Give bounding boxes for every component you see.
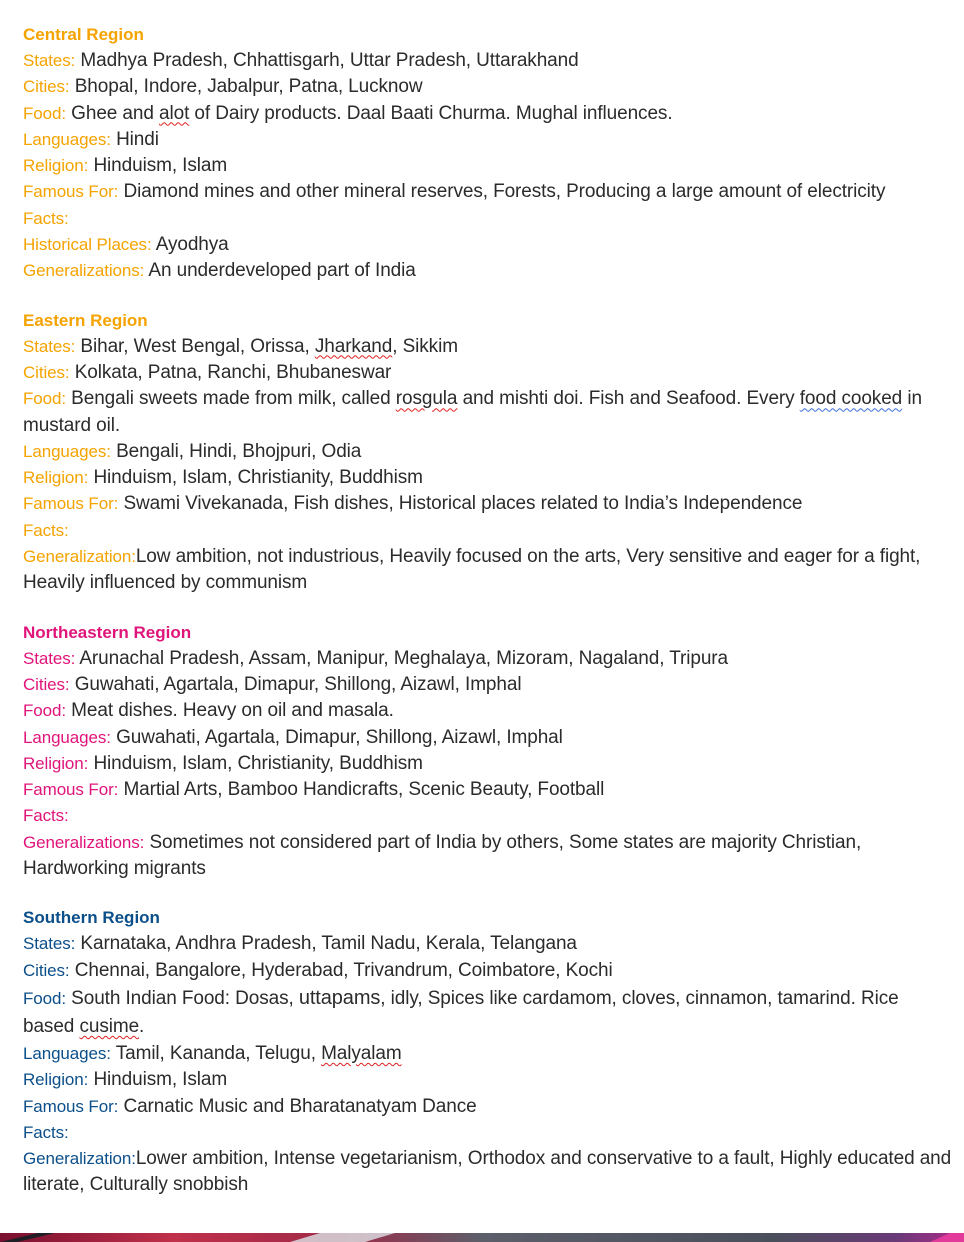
historical-places-row [23,232,953,258]
field-value: Ayodhya [155,234,229,256]
field-value: Low ambition, not industrious, Heavily focused on the arts, Very sensitive and eager for a fight, Heavily influenced by communism [23,546,921,594]
text-segment: and mishti doi. Fish and Seafood. Every [457,388,800,410]
cities-row [23,360,953,386]
decorative-footer-band [0,1233,964,1242]
religion-row [23,465,953,491]
field-label: Facts: [23,1122,69,1142]
states-row [23,931,953,957]
generalization-row [23,544,953,597]
field-label: Food: [23,389,66,409]
field-value: Hinduism, Islam [93,155,228,177]
text-segment: uttapams [298,986,381,1009]
section-title: Southern Region [23,908,160,928]
section-title: Eastern Region [23,310,148,330]
field-label: Generalizations: [23,832,145,852]
text-segment: Ghee and [71,102,160,124]
field-label: States: [23,51,76,70]
misspelled-word[interactable]: rosgula [395,388,458,410]
facts-row [23,518,953,544]
field-value: Guwahati, Agartala, Dimapur, Shillong, Aizawl, Imphal [74,673,522,695]
cities-row [23,958,953,984]
religion-row [23,751,953,777]
field-label: Facts: [23,806,69,826]
field-value: Arunachal Pradesh, Assam, Manipur, Meghalaya, Mizoram, Nagaland, Tripura [79,647,728,669]
field-label: States: [23,648,76,668]
field-label: Food: [23,103,66,123]
famous-for-row [23,777,953,803]
field-value: Lower ambition, Intense vegetarianism, Orthodox and conservative to a fault, Highly educated and literate, Culturally snobbish [23,1148,952,1196]
food-row [23,984,953,1041]
field-value: Hinduism, Islam, Christianity, Buddhism [93,752,423,774]
misspelled-word[interactable]: cusime [79,1015,140,1037]
languages-row [23,725,953,751]
states-row [23,48,953,74]
text-segment: Tamil, Kananda, Telugu, [115,1042,322,1064]
field-label: Languages: [23,727,111,747]
field-value [23,388,922,435]
field-value: Guwahati, Agartala, Dimapur, Shillong, Aizawl, Imphal [116,726,563,748]
section-southern-region [23,905,953,1198]
field-value: Kolkata, Patna, Ranchi, Bhubaneswar [74,361,392,383]
religion-row [23,153,953,179]
field-label: Religion: [23,753,89,773]
food-row [23,698,953,724]
field-value: Madhya Pradesh, Chhattisgarh, Uttar Pradesh, Uttarakhand [80,50,579,71]
field-label: Cities: [23,960,70,980]
section-title: Central Region [23,25,144,44]
facts-row [23,1120,953,1146]
footer-band-graphic [0,1233,964,1242]
states-row [23,334,953,360]
field-label: Religion: [23,468,89,488]
field-value: Martial Arts, Bamboo Handicrafts, Scenic Beauty, Football [123,779,605,801]
field-value: Hindi [116,128,159,150]
food-row [23,101,953,127]
field-value: Diamond mines and other mineral reserves, Forests, Producing a large amount of electricity [123,181,886,203]
document-body [23,22,953,1222]
field-label: Cities: [23,362,70,382]
field-value: Hinduism, Islam, Christianity, Buddhism [93,467,423,489]
cities-row [23,672,953,698]
field-label: Languages: [23,129,111,149]
field-label: Generalization: [23,1149,136,1169]
religion-row [23,1067,953,1093]
field-label: Languages: [23,1043,111,1063]
famous-for-row [23,1094,953,1120]
text-segment: Bengali sweets made from milk, called [71,388,396,410]
text-segment: Bihar, West Bengal, Orissa, [80,335,315,357]
text-segment: of Dairy products. Daal Baati Churma. Mughal influences. [189,102,673,124]
food-row [23,386,953,439]
field-label: Famous For: [23,780,119,800]
states-row [23,646,953,672]
field-label: Food: [23,701,66,721]
field-label: Famous For: [23,494,119,514]
field-label: Languages: [23,441,111,461]
text-segment: , Sikkim [392,335,458,357]
generalization-row [23,1146,953,1199]
field-value: Swami Vivekanada, Fish dishes, Historical places related to India’s Independence [123,493,803,515]
misspelled-word[interactable]: alot [159,102,190,124]
text-segment: . [139,1015,145,1037]
famous-for-row [23,491,953,517]
grammar-flagged-phrase[interactable]: food cooked [799,388,903,410]
field-label: Famous For: [23,1096,119,1116]
field-value: Chennai, Bangalore, Hyderabad, Trivandrum, Coimbatore, Kochi [74,959,613,981]
field-value: Karnataka, Andhra Pradesh, Tamil Nadu, Kerala, Telangana [80,933,577,955]
languages-row [23,127,953,153]
famous-for-row [23,179,953,205]
field-label: Religion: [23,156,89,176]
field-label: Famous For: [23,182,119,202]
section-eastern-region [23,308,953,597]
field-label: Generalization: [23,547,136,567]
field-value: Hinduism, Islam [93,1069,228,1091]
field-label: Facts: [23,208,69,228]
facts-row [23,803,953,829]
field-label: Food: [23,988,66,1008]
field-label: Facts: [23,520,69,540]
field-value: Sometimes not considered part of India by others, Some states are majority Christian, Hardworking migrants [23,831,862,880]
misspelled-word[interactable]: Malyalam [321,1042,402,1064]
field-value: Meat dishes. Heavy on oil and masala. [71,700,394,722]
section-northeastern-region [23,620,953,883]
section-title: Northeastern Region [23,622,192,642]
languages-row [23,1041,953,1067]
field-value: Carnatic Music and Bharatanatyam Dance [123,1095,477,1117]
field-value: Bengali, Hindi, Bhojpuri, Odia [116,440,362,462]
field-label: Cities: [23,674,70,694]
field-label: States: [23,336,76,356]
field-value: Bhopal, Indore, Jabalpur, Patna, Lucknow [74,76,423,98]
field-value: An underdeveloped part of India [148,260,416,282]
field-value [71,103,672,124]
field-label: States: [23,934,76,954]
text-segment: , idly, Spices like cardamom, cloves, cinnamon, tamarind. Rice based [23,987,899,1037]
field-label: Historical Places: [23,235,152,255]
field-value [116,1043,402,1064]
facts-row [23,206,953,232]
field-label: Cities: [23,77,70,97]
field-value [23,988,899,1037]
field-label: Generalizations: [23,261,145,281]
field-label: Religion: [23,1070,89,1090]
languages-row [23,439,953,465]
generalizations-row [23,830,953,883]
misspelled-word[interactable]: Jharkand [314,335,393,357]
text-segment: in mustard oil. [23,388,922,436]
generalizations-row [23,258,953,284]
cities-row [23,74,953,100]
section-central-region [23,22,953,285]
text-segment: South Indian Food: Dosas, [71,987,299,1009]
field-value [80,336,458,357]
